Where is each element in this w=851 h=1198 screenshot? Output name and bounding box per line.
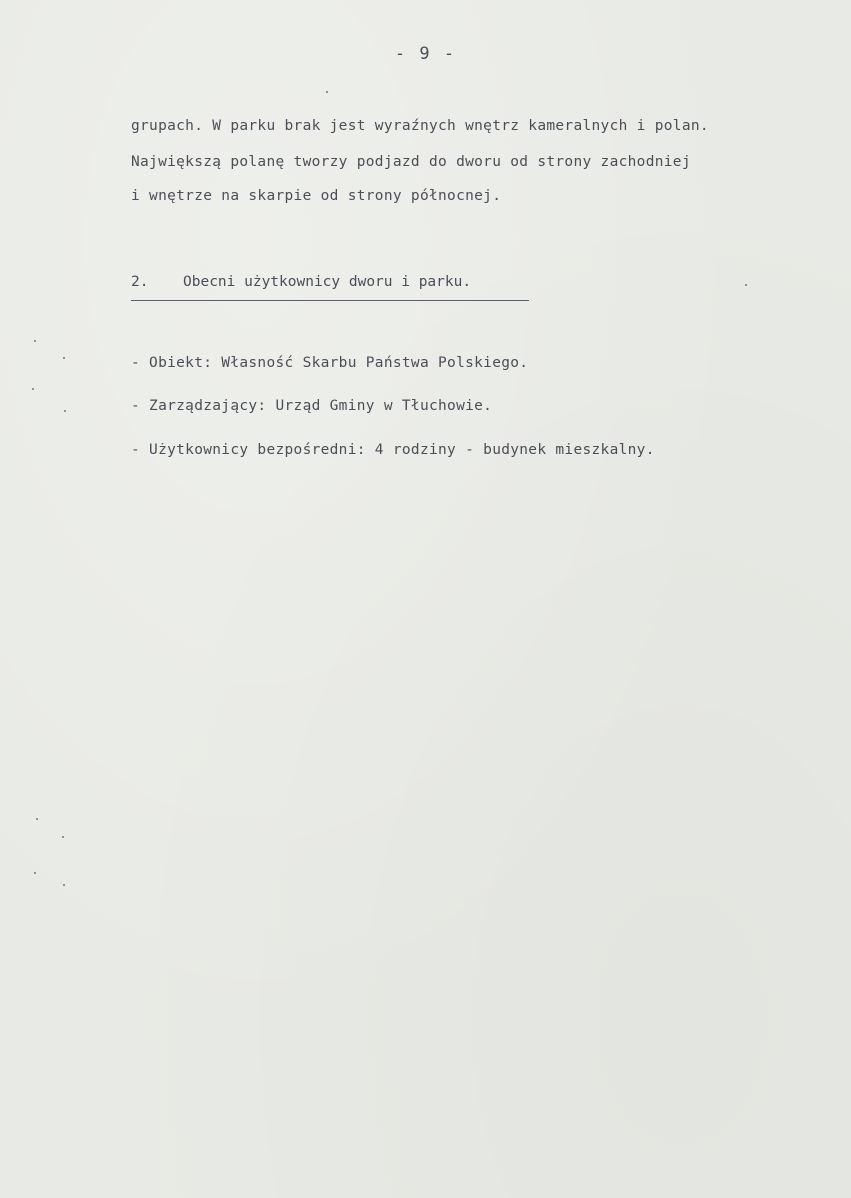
- paragraph-line-1: grupach. W parku brak jest wyraźnych wnętrz kameralnych i polan.: [131, 118, 709, 134]
- scan-speck: [326, 91, 328, 93]
- section-number: 2.: [131, 274, 149, 290]
- section-heading: [131, 274, 471, 290]
- list-item-owner: - Obiekt: Własność Skarbu Państwa Polskiego.: [131, 355, 529, 371]
- scan-speck: [34, 872, 36, 874]
- scan-speck: [32, 388, 34, 390]
- section-title: Obecni użytkownicy dworu i parku.: [183, 274, 472, 290]
- scan-speck: [34, 340, 36, 342]
- scan-speck: [36, 818, 38, 820]
- paragraph-line-3: i wnętrze na skarpie od strony północnej.: [131, 188, 502, 204]
- paragraph-line-2: Największą polanę tworzy podjazd do dworu od strony zachodniej: [131, 154, 691, 170]
- section-title-underline: [131, 300, 529, 301]
- scan-speck: [62, 836, 64, 838]
- scan-speck: [64, 410, 66, 412]
- page-number: - 9 -: [394, 44, 457, 64]
- list-item-users: - Użytkownicy bezpośredni: 4 rodziny - budynek mieszkalny.: [131, 442, 655, 458]
- scan-speck: [745, 284, 747, 286]
- list-item-manager: - Zarządzający: Urząd Gminy w Tłuchowie.: [131, 398, 493, 414]
- scan-speck: [63, 884, 65, 886]
- scan-speck: [63, 357, 65, 359]
